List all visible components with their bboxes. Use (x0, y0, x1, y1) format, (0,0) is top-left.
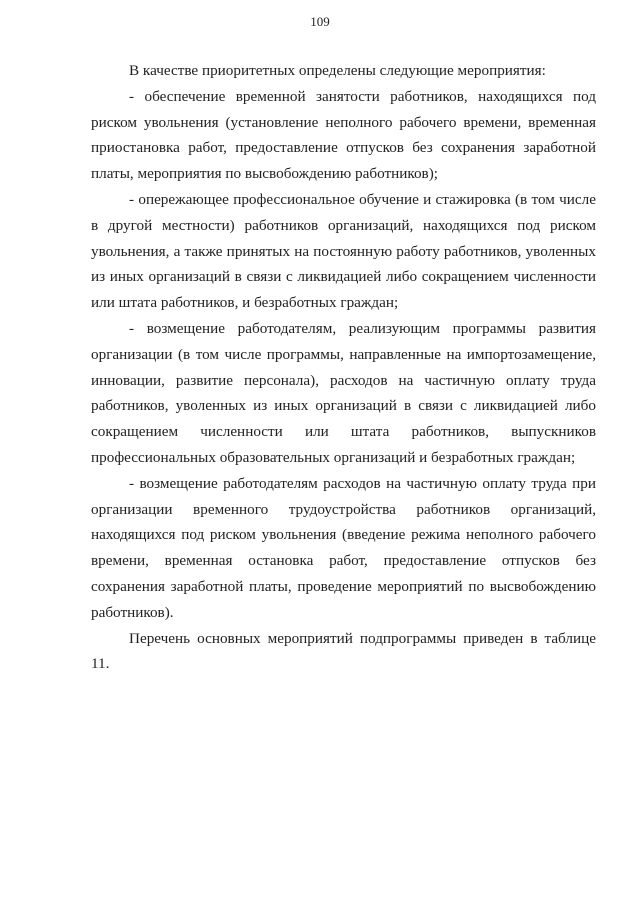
list-item-temporary-placement-compensation: - возмещение работодателям расходов на частичную оплату труда при организации временного трудоустройства работников организаций, находящихся под риском увольнения (введение режима неполного рабочего времени, временная остановка работ, предоставление отпусков без сохранения заработной платы, проведение мероприятий по высвобождению работников). (91, 474, 596, 621)
page-number: 109 (310, 14, 330, 29)
list-item-development-programs-compensation: - возмещение работодателям, реализующим программы развития организации (в том числе программы, направленные на импортозамещение, инновации, развитие персонала), расходов на частичную оплату труда работников, уволенных из иных организаций в связи с ликвидацией либо сокращением численности или штата работников, выпускников профессиональных образовательных организаций и безработных граждан; (91, 319, 596, 466)
document-body (91, 58, 596, 677)
intro-paragraph: В качестве приоритетных определены следующие мероприятия: (129, 62, 546, 79)
closing-paragraph: Перечень основных мероприятий подпрограммы приведен в таблице 11. (91, 629, 596, 673)
list-item-advanced-training: - опережающее профессиональное обучение и стажировка (в том числе в другой местности) работников организаций, находящихся под риском увольнения, а также принятых на постоянную работу работников, уволенных из иных организаций в связи с ликвидацией либо сокращением численности или штата работников, и безработных граждан; (91, 190, 596, 312)
list-item-temporary-employment: - обеспечение временной занятости работников, находящихся под риском увольнения (установление неполного рабочего времени, временная приостановка работ, предоставление отпусков без сохранения заработной платы, мероприятия по высвобождению работников); (91, 87, 596, 183)
